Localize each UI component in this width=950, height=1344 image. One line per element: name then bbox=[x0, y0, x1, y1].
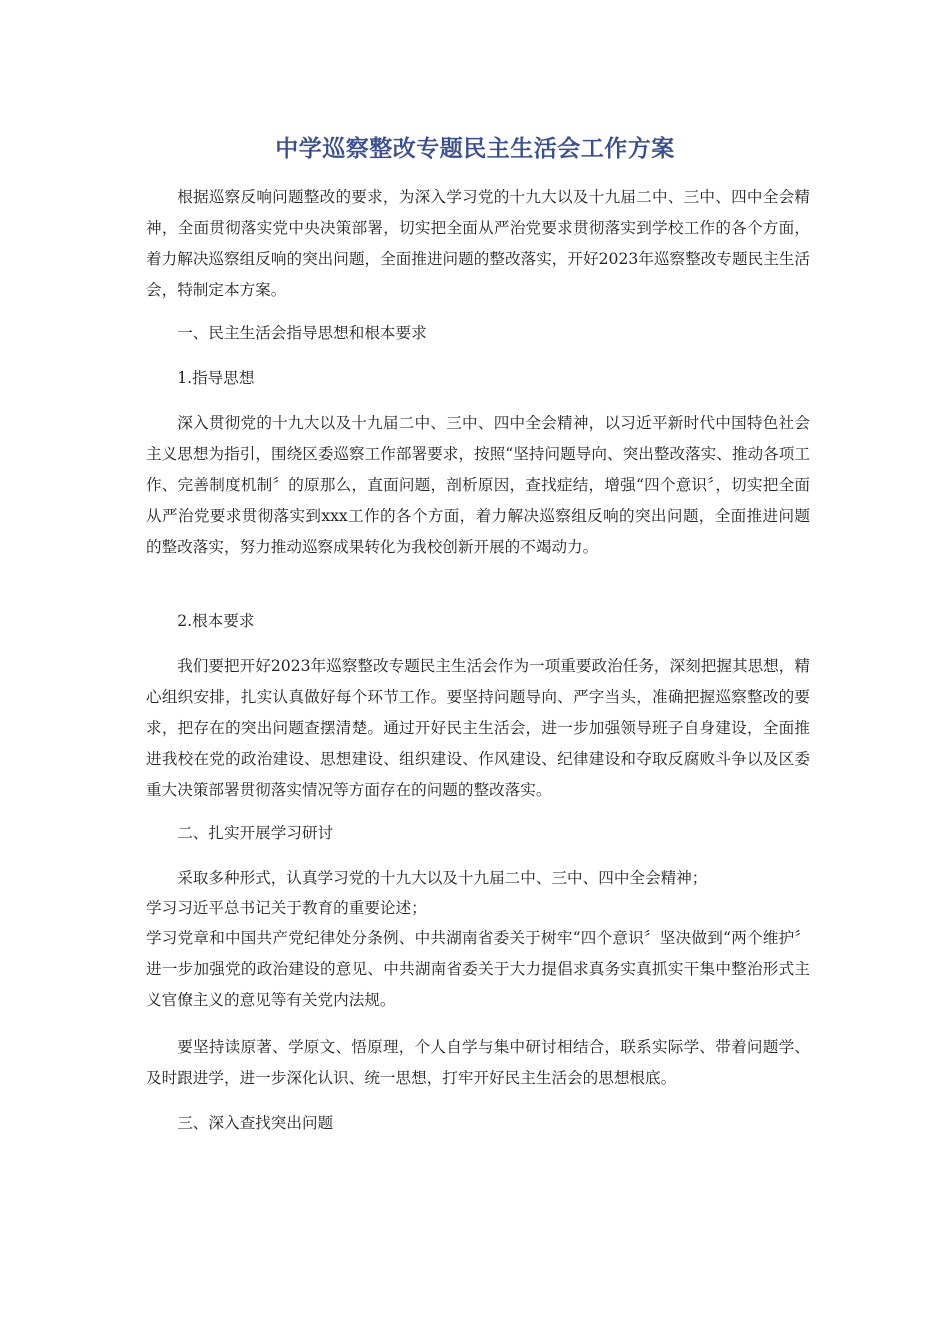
intro-paragraph: 根据巡察反响问题整改的要求，为深入学习党的十九大以及十九届二中、三中、四中全会精神，全面贯彻落实党中央决策部署，切实把全面从严治党要求贯彻落实到学校工作的各个方面，着力解决巡察组反响的突出问题，全面推进问题的整改落实，开好2023年巡察整改专题民主生活会，特制定本方案。 bbox=[146, 188, 810, 299]
subsection-1-paragraph: 深入贯彻党的十九大以及十九届二中、三中、四中全会精神，以习近平新时代中国特色社会主义思想为指引，围绕区委巡察工作部署要求，按照“坚持问题导向、突出整改落实、推动各项工作、完善制度机制〞的原那么，直面问题，剖析原因，查找症结，增强“四个意识〞，切实把全面从严治党要求贯彻落实到xxx工作的各个方面，着力解决巡察组反响的突出问题，全面推进问题的整改落实，努力推动巡察成果转化为我校创新开展的不竭动力。 bbox=[146, 414, 810, 556]
section-3-heading: 三、深入查找突出问题 bbox=[177, 1114, 334, 1132]
section-2-line-2: 学习习近平总书记关于教育的重要论述； bbox=[146, 899, 427, 917]
subsection-1-block bbox=[146, 408, 810, 563]
section-2-block bbox=[146, 863, 810, 1016]
section-2-line-1: 采取多种形式，认真学习党的十九大以及十九届二中、三中、四中全会精神； bbox=[177, 869, 708, 887]
subsection-2-paragraph: 我们要把开好2023年巡察整改专题民主生活会作为一项重要政治任务，深刻把握其思想，精心组织安排，扎实认真做好每个环节工作。要坚持问题导向、严字当头，准确把握巡察整改的要求，把存在的突出问题查摆清楚。通过开好民主生活会，进一步加强领导班子自身建设，全面推进我校在党的政治建设、思想建设、组织建设、作风建设、纪律建设和夺取反腐败斗争以及区委重大决策部署贯彻落实情况等方面存在的问题的整改落实。 bbox=[146, 657, 810, 799]
subsection-2-block bbox=[146, 651, 810, 806]
subsection-1-heading-block bbox=[146, 363, 810, 394]
intro-block bbox=[146, 182, 810, 306]
section-2-heading: 二、扎实开展学习研讨 bbox=[177, 824, 334, 842]
section-3-heading-block bbox=[146, 1108, 810, 1139]
section-2-paragraph-2: 要坚持读原著、学原文、悟原理，个人自学与集中研讨相结合，联系实际学、带着问题学、及时跟进学，进一步深化认识、统一思想，打牢开好民主生活会的思想根底。 bbox=[146, 1038, 810, 1087]
section-1-heading: 一、民主生活会指导思想和根本要求 bbox=[177, 324, 427, 342]
document-title: 中学巡察整改专题民主生活会工作方案 bbox=[275, 136, 675, 162]
section-2-line-3: 学习党章和中国共产党纪律处分条例、中共湖南省委关于树牢“四个意识〞坚决做到“两个维护〞进一步加强党的政治建设的意见、中共湖南省委关于大力提倡求真务实真抓实干集中整治形式主义官僚主义的意见等有关党内法规。 bbox=[146, 929, 810, 1009]
subsection-2-heading-block bbox=[146, 606, 810, 637]
section-2-paragraph-2-block bbox=[146, 1032, 810, 1094]
section-1-block bbox=[146, 318, 810, 349]
subsection-2-heading: 2.根本要求 bbox=[177, 612, 255, 630]
section-2-heading-block bbox=[146, 818, 810, 849]
subsection-1-heading: 1.指导思想 bbox=[177, 369, 255, 387]
